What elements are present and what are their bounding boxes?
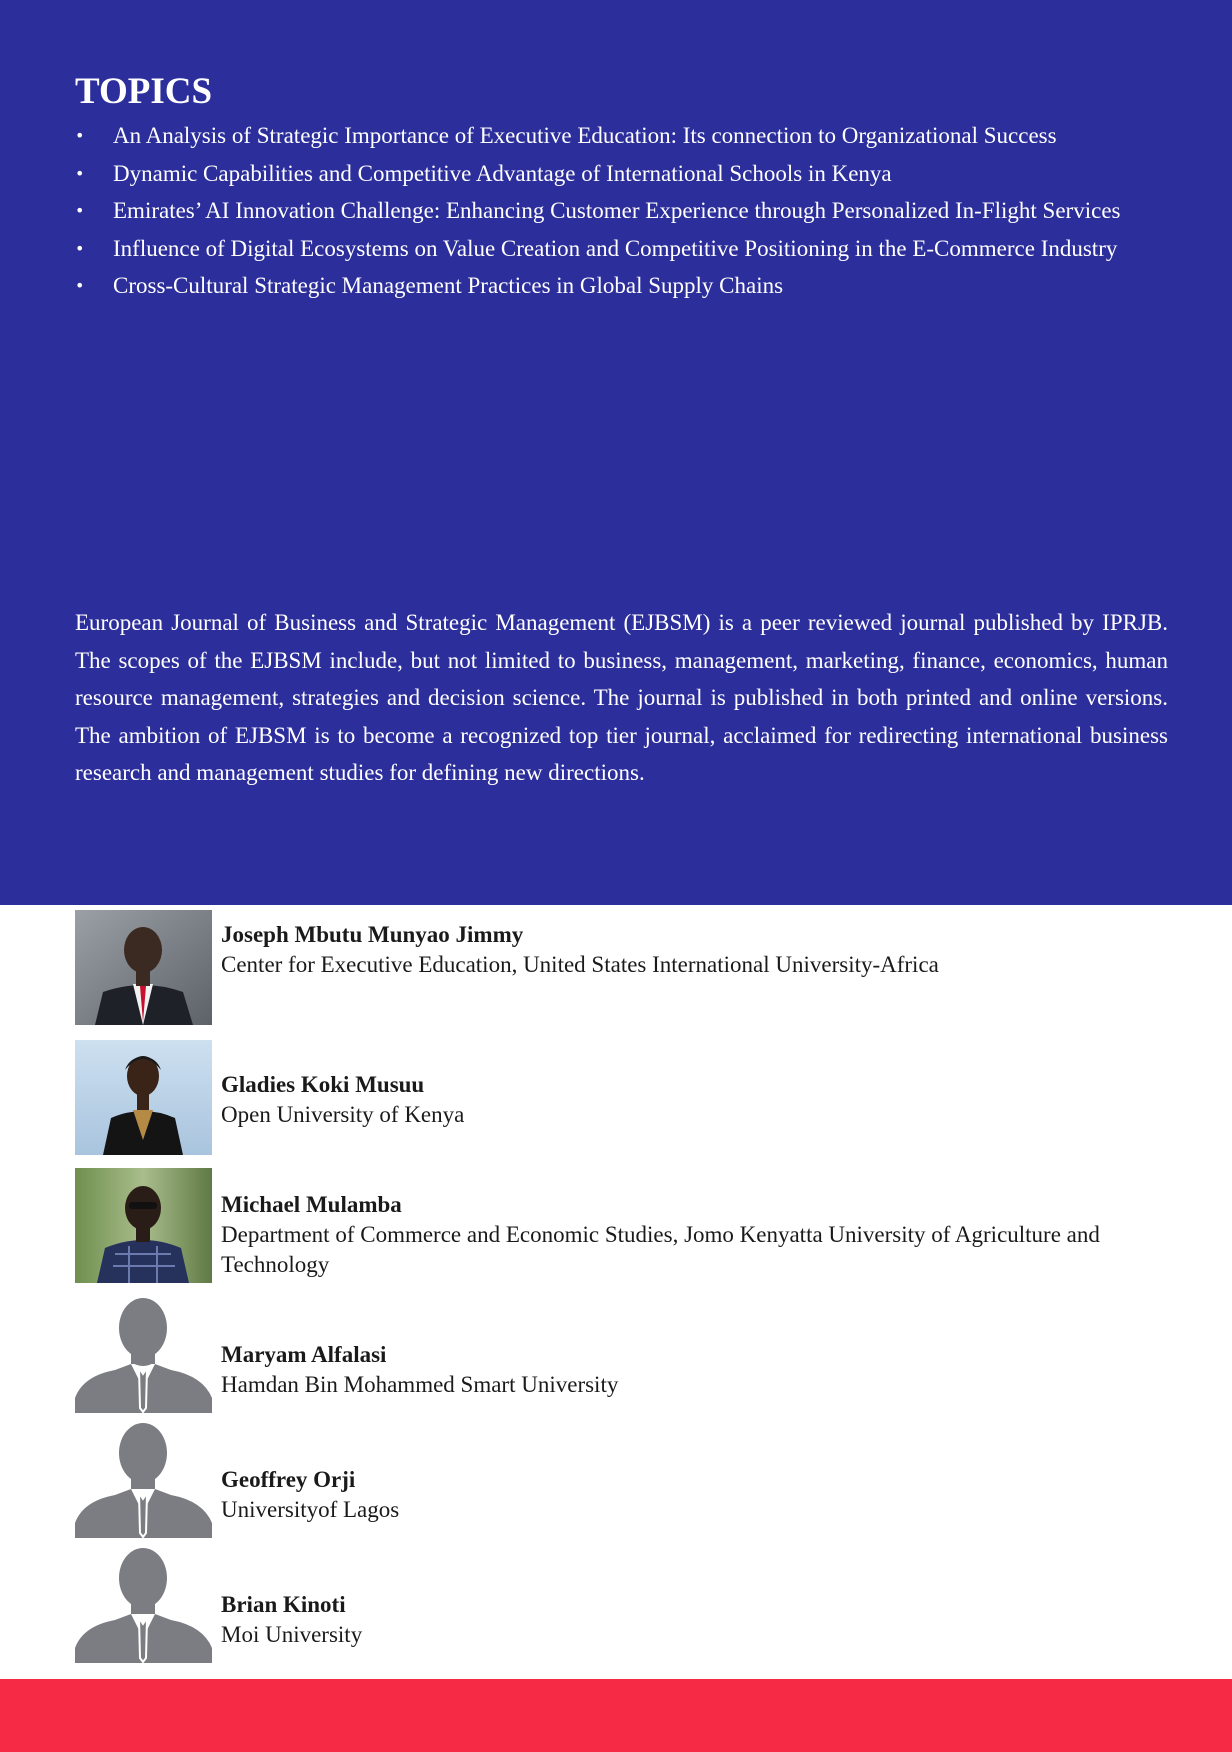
bullet-icon: • bbox=[75, 201, 85, 221]
author-entry bbox=[75, 1423, 1175, 1538]
topics-list bbox=[75, 117, 1165, 305]
author-affiliation: Department of Commerce and Economic Studies, Jomo Kenyatta University of Agriculture and Technology bbox=[221, 1222, 1100, 1277]
topic-item bbox=[75, 117, 1165, 155]
bullet-icon: • bbox=[75, 163, 85, 183]
person-silhouette-icon bbox=[75, 1423, 212, 1538]
author-name: Maryam Alfalasi bbox=[221, 1342, 387, 1367]
author-name: Gladies Koki Musuu bbox=[221, 1072, 425, 1097]
topic-item bbox=[75, 230, 1165, 268]
author-name: Joseph Mbutu Munyao Jimmy bbox=[221, 922, 524, 947]
bullet-icon: • bbox=[75, 276, 85, 296]
author-entry bbox=[75, 1040, 1175, 1155]
journal-description: European Journal of Business and Strategic Management (EJBSM) is a peer reviewed journal published by IPRJB. The scopes of the EJBSM include, but not limited to business, management, marketing, finance, economics, human resource management, strategies and decision science. The journal is published in both printed and online versions. The ambition of EJBSM is to become a recognized top tier journal, acclaimed for redirecting international business research and management studies for defining new directions. bbox=[75, 610, 1168, 786]
bullet-icon: • bbox=[75, 126, 85, 145]
author-name: Brian Kinoti bbox=[221, 1592, 346, 1617]
photo-portrait-blazer-icon bbox=[75, 1040, 212, 1155]
topics-heading: TOPICS bbox=[75, 71, 213, 112]
topic-text: An Analysis of Strategic Importance of Executive Education: Its connection to Organizational Success bbox=[113, 123, 1057, 148]
photo-portrait-suit-icon bbox=[75, 910, 212, 1025]
author-affiliation: Center for Executive Education, United States International University-Africa bbox=[221, 952, 939, 977]
topic-item bbox=[75, 192, 1165, 230]
author-affiliation: Moi University bbox=[221, 1622, 363, 1647]
author-details bbox=[221, 1070, 1171, 1130]
photo-portrait-outdoor-icon bbox=[75, 1168, 212, 1283]
author-affiliation: Hamdan Bin Mohammed Smart University bbox=[221, 1372, 619, 1397]
author-details bbox=[221, 1590, 1171, 1650]
topic-item bbox=[75, 155, 1165, 193]
person-silhouette-icon bbox=[75, 1548, 212, 1663]
person-silhouette-icon bbox=[75, 1298, 212, 1413]
topic-text: Emirates’ AI Innovation Challenge: Enhancing Customer Experience through Personalized In-Flight Services bbox=[113, 198, 1121, 224]
author-name: Geoffrey Orji bbox=[221, 1467, 356, 1492]
author-name: Michael Mulamba bbox=[221, 1192, 402, 1217]
author-affiliation: Universityof Lagos bbox=[221, 1497, 400, 1522]
author-details bbox=[221, 1340, 1171, 1400]
author-entry bbox=[75, 1298, 1175, 1413]
topic-text: Dynamic Capabilities and Competitive Advantage of International Schools in Kenya bbox=[113, 160, 892, 186]
author-entry bbox=[75, 1548, 1175, 1663]
author-affiliation: Open University of Kenya bbox=[221, 1102, 465, 1127]
bullet-icon: • bbox=[75, 238, 85, 258]
topic-text: Cross-Cultural Strategic Management Practices in Global Supply Chains bbox=[113, 273, 784, 299]
author-details bbox=[221, 1190, 1171, 1280]
author-details bbox=[221, 1465, 1171, 1525]
author-details bbox=[221, 920, 1171, 980]
topic-text: Influence of Digital Ecosystems on Value Creation and Competitive Positioning in the E-Commerce Industry bbox=[113, 235, 1118, 261]
author-entry bbox=[75, 1168, 1175, 1283]
footer-accent-bar bbox=[0, 1679, 1232, 1752]
topic-item bbox=[75, 267, 1165, 305]
author-entry bbox=[75, 910, 1175, 1025]
